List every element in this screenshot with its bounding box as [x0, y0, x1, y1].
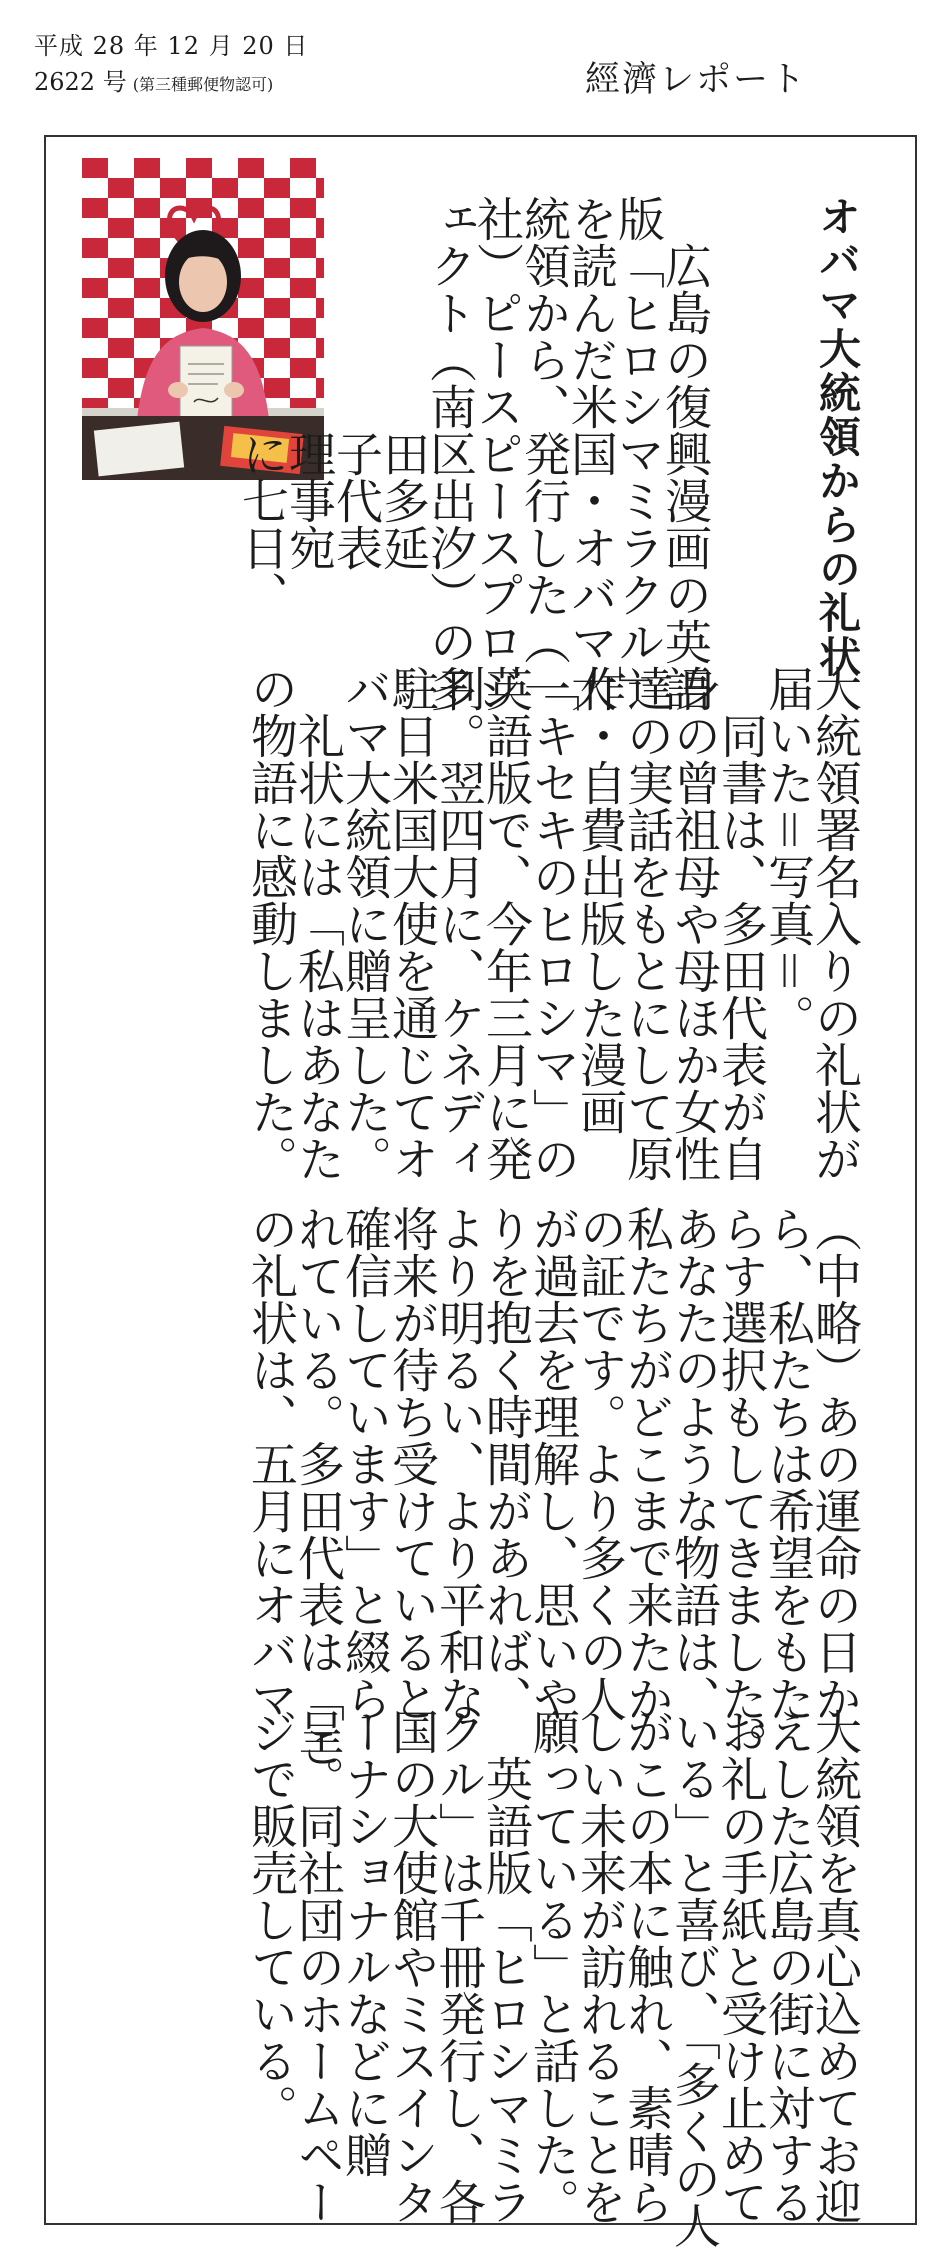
article-body-block-4	[243, 1708, 862, 2249]
issue-date: 平成 28 年 12 月 20 日	[34, 32, 309, 60]
article-body-block-2	[243, 665, 862, 1182]
issue-number-text: 2622 号	[34, 68, 127, 96]
article-headline: オバマ大統領からの礼状	[813, 195, 862, 679]
postal-permit: (第三種郵便物認可)	[132, 75, 274, 94]
body-text-block-4: 大統領を真心込めてお迎 えした広島の街に対する お礼の手紙と受け止めて いる」と喜び、「多くの人 がこの本に触れ、素晴ら しい未来が訪れることを 願っている」と話した。 英語版「ヒロシマミラ クル」は千冊発行し、各 国の大使館やミスインタ ーナショナルなどに贈 呈。同社団のホームペー ジで販売している。	[243, 1708, 862, 2249]
article-body-block-3	[243, 1205, 862, 1769]
body-text-block-2: 大統領署名入りの礼状が 届いた＝写真＝。 同書は、多田代表が自 身の曾祖母や母ほか女性 達の実話をもとにして原 作・自費出版した漫画 「キセキのヒロシマ」の 英語版で、今年三月に発 刊。翌四月に、ケネディ 駐日米国大使を通じてオ バマ大統領に贈呈した。 礼状には「私はあなた の物語に感動しました。	[243, 665, 862, 1182]
body-text-block-3: （中略）あの運命の日か ら、私たちは希望をもた らす選択もしてきました。 あなたのような物語は、 私たちがどこまで来たか の証です。より多くの人 が過去を理解し、思いや りを抱く時間があれば、 より明るい、より平和な 将来が待ち受けていると 確信しています」と綴ら れている。多田代表は「こ の礼状は、五月にオバマ	[243, 1205, 862, 1769]
publication-name: 經濟レポート	[585, 60, 808, 100]
issue-number	[34, 62, 273, 97]
article-body-block-1	[234, 195, 712, 712]
body-text-block-1: 広島の復興漫画の英語 版「ヒロシマミラクル」 を読んだ米国・オバマ大 統領から、発行した（一 社）ピースピースプロジ ェクト（南区出汐）の多 田多延 子代表 理事宛 に七日、	[234, 195, 712, 712]
